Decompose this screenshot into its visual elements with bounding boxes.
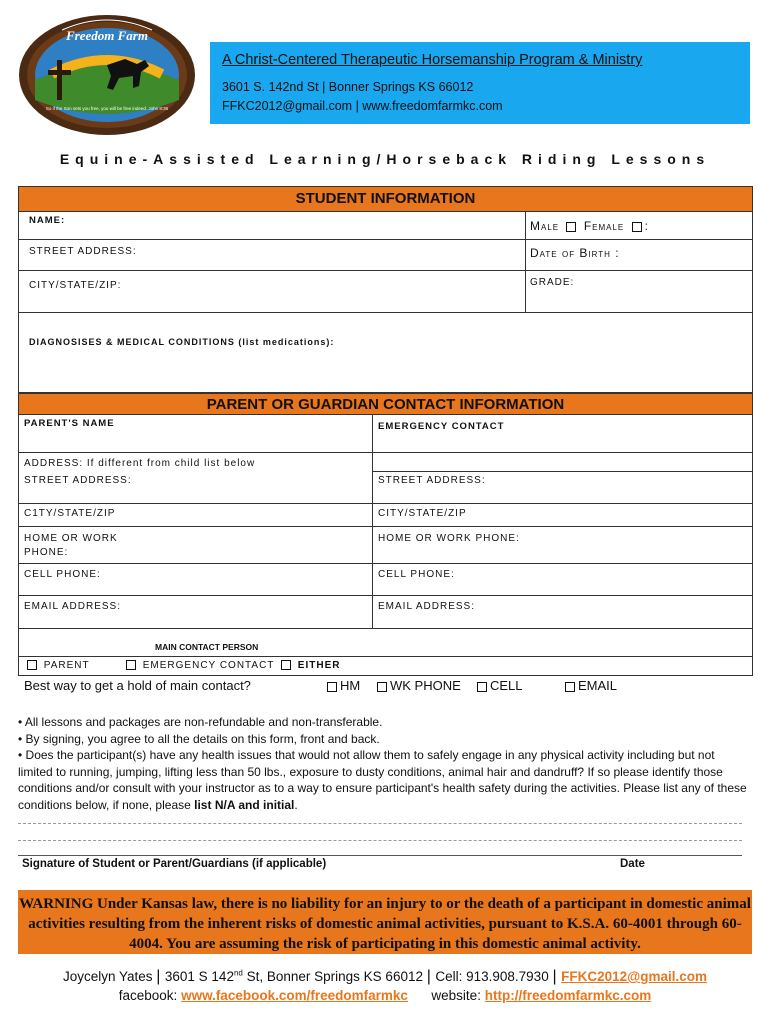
emergency-street-label: STREET ADDRESS: xyxy=(378,475,486,486)
gender-selector: Male Female : xyxy=(530,219,649,233)
divider xyxy=(372,414,373,628)
footer-cell: Cell: 913.908.7930 xyxy=(435,969,549,984)
terms-bullet-refund: • All lessons and packages are non-refundable and non-transferable. xyxy=(18,715,383,729)
divider xyxy=(18,503,753,504)
svg-text:So if the Son sets you free, y: So if the Son sets you free, you will be free indeed. John 8:36 xyxy=(45,106,169,111)
terms-bullet-health: • Does the participant(s) have any health issues that would not allow them to safely engage in any physical activity including but not limited to running, jumping, lifting less than 50 lbs., exposure to dusty conditions, animal hair and dandruff? If so please identify those conditions and/or consult with your instructor as to a way to ensure participant's health safety during the activities. Please list any of these conditions below, if none, please list N/A and initial. xyxy=(18,748,747,812)
best-way-email[interactable]: EMAIL xyxy=(562,678,617,693)
terms-text xyxy=(18,714,750,813)
diagnoses-label: DIAGNOSISES & MEDICAL CONDITIONS (list medications): xyxy=(29,337,335,347)
divider xyxy=(18,239,753,240)
parent-checkbox[interactable] xyxy=(27,660,37,670)
male-checkbox[interactable] xyxy=(566,222,576,232)
date-label: Date xyxy=(620,858,645,870)
parent-city-label: C1TY/STATE/ZIP xyxy=(24,508,116,519)
signature-label: Signature of Student or Parent/Guardians (if applicable) xyxy=(22,858,327,870)
liability-warning: WARNING Under Kansas law, there is no liability for an injury to or the death of a participant in domestic animal activities resulting from the inherent risks of domestic animal activities, pursuant to K.S.A. 60-4001 through 60-4004. You are assuming the risk of participating in this domestic animal activity. xyxy=(18,890,752,954)
conditions-line[interactable] xyxy=(18,840,742,841)
student-section-header: STUDENT INFORMATION xyxy=(18,186,753,212)
name-field[interactable] xyxy=(36,225,516,237)
freedom-farm-logo xyxy=(12,10,202,140)
emergency-email-label: EMAIL ADDRESS: xyxy=(378,601,475,612)
best-way-cell[interactable]: CELL xyxy=(474,678,523,693)
signature-line[interactable] xyxy=(18,855,742,856)
program-tagline: A Christ-Centered Therapeutic Horsemanship Program & Ministry xyxy=(222,52,643,68)
dob-label: Date of Birth : xyxy=(530,246,620,260)
footer-email-link[interactable]: FFKC2012@gmail.com xyxy=(561,969,708,984)
divider xyxy=(18,595,753,596)
conditions-line[interactable] xyxy=(18,823,742,824)
emergency-contact-label: EMERGENCY CONTACT xyxy=(378,421,505,432)
divider xyxy=(525,211,526,312)
footer-links xyxy=(0,988,770,1003)
street-address-label: STREET ADDRESS: xyxy=(29,246,137,257)
parent-cell-label: CELL PHONE: xyxy=(24,569,101,580)
website-link[interactable]: http://freedomfarmkc.com xyxy=(484,988,652,1003)
footer-address: 3601 S 142nd St, Bonner Springs KS 66012 xyxy=(164,968,423,984)
facebook-label: facebook: xyxy=(118,988,178,1003)
city-state-zip-field[interactable] xyxy=(150,274,520,308)
parent-street-label: STREET ADDRESS: xyxy=(24,475,132,486)
wk-phone-checkbox[interactable] xyxy=(377,682,387,692)
female-checkbox[interactable] xyxy=(632,222,642,232)
guardian-section-header: PARENT OR GUARDIAN CONTACT INFORMATION xyxy=(18,393,753,415)
best-way-label: Best way to get a hold of main contact? xyxy=(24,678,251,693)
divider xyxy=(18,563,753,564)
hm-checkbox[interactable] xyxy=(327,682,337,692)
emergency-contact-checkbox[interactable] xyxy=(126,660,136,670)
cell-checkbox[interactable] xyxy=(477,682,487,692)
svg-text:Freedom Farm: Freedom Farm xyxy=(66,28,148,43)
terms-bullet-signing: • By signing, you agree to all the details on this form, front and back. xyxy=(18,731,380,746)
best-way-hm[interactable]: HM xyxy=(324,678,360,693)
footer-name: Joycelyn Yates xyxy=(62,969,153,984)
main-contact-options: PARENT EMERGENCY CONTACT EITHER xyxy=(24,660,340,671)
program-contact: FFKC2012@gmail.com | www.freedomfarmkc.com xyxy=(222,99,503,113)
document-title: Equine-Assisted Learning/Horseback Riding Lessons xyxy=(59,151,711,167)
divider xyxy=(18,270,753,271)
divider xyxy=(18,656,753,657)
parent-email-label: EMAIL ADDRESS: xyxy=(24,601,121,612)
divider xyxy=(372,471,753,472)
name-label: NAME: xyxy=(29,215,66,226)
address-note: ADDRESS: If different from child list below xyxy=(24,458,256,469)
divider xyxy=(18,526,753,527)
street-address-field[interactable] xyxy=(150,243,520,267)
website-label: website: xyxy=(431,988,481,1003)
program-banner xyxy=(210,42,750,124)
either-checkbox[interactable] xyxy=(281,660,291,670)
parent-phone-label: HOME OR WORK PHONE: xyxy=(24,533,118,558)
emergency-cell-label: CELL PHONE: xyxy=(378,569,455,580)
parent-name-label: PARENT'S NAME xyxy=(24,418,115,429)
emergency-city-label: CITY/STATE/ZIP xyxy=(378,508,467,519)
diagnoses-field[interactable] xyxy=(22,352,748,390)
program-address: 3601 S. 142nd St | Bonner Springs KS 66012 xyxy=(222,80,474,94)
grade-label: GRADE: xyxy=(530,277,575,288)
divider xyxy=(18,628,753,629)
footer-contact: Joycelyn Yates | 3601 S 142nd St, Bonner Springs KS 66012 | Cell: 913.908.7930 | FFKC2012@gmail.com xyxy=(62,968,708,985)
best-way-wk[interactable]: WK PHONE xyxy=(374,678,461,693)
email-checkbox[interactable] xyxy=(565,682,575,692)
main-contact-title: MAIN CONTACT PERSON xyxy=(155,642,259,652)
emergency-phone-label: HOME OR WORK PHONE: xyxy=(378,533,520,544)
city-state-zip-label: CITY/STATE/ZIP: xyxy=(29,280,122,291)
facebook-link[interactable]: www.facebook.com/freedomfarmkc xyxy=(181,988,408,1003)
divider xyxy=(18,452,753,453)
parent-name-field[interactable] xyxy=(24,432,364,450)
emergency-contact-field[interactable] xyxy=(378,436,748,450)
divider xyxy=(18,312,753,313)
